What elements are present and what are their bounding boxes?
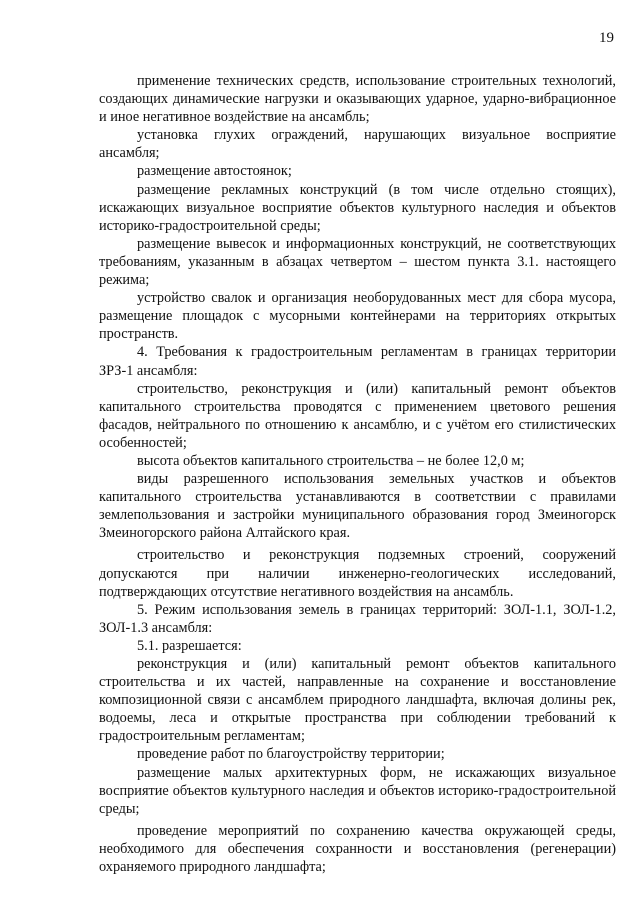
section-heading: 4. Требования к градостроительным регламентам в границах территории ЗРЗ-1 ансамбля:	[99, 344, 616, 379]
paragraph: высота объектов капитального строительства – не более 12,0 м;	[137, 452, 525, 469]
paragraph: размещение автостоянок;	[137, 163, 292, 180]
paragraph: размещение вывесок и информационных конструкций, не соответствующих требованиям, указанным в абзацах четвертом – шестом пункта 3.1. настоящего режима;	[99, 235, 616, 289]
paragraph: устройство свалок и организация необорудованных мест для сбора мусора, размещение площадок с мусорными контейнерами на территориях открытых пространств.	[99, 290, 616, 343]
page-number: 19	[599, 30, 614, 46]
paragraph: установка глухих ограждений, нарушающих визуальное восприятие ансамбля;	[99, 127, 616, 162]
subsection-heading: 5.1. разрешается:	[137, 637, 242, 654]
paragraph: применение технических средств, использование строительных технологий, создающих динамические нагрузки и оказывающих ударное, ударно-вибрационное и иное негативное воздействие на ансамбль;	[99, 73, 616, 126]
paragraph: размещение рекламных конструкций (в том числе отдельно стоящих), искажающих визуальное восприятие объектов культурного наследия и объектов историко-градостроительной среды;	[99, 181, 616, 234]
paragraph: проведение мероприятий по сохранению качества окружающей среды, необходимого для обеспечения сохранности и восстановления (регенерации) охраняемого природного ландшафта;	[99, 822, 616, 876]
paragraph: проведение работ по благоустройству территории;	[137, 746, 445, 763]
paragraph: строительство, реконструкция и (или) капитальный ремонт объектов капитального строительства проводятся с применением цветового решения фасадов, нейтрального по отношению к ансамблю, и с учётом его стилистических особенностей;	[99, 380, 616, 451]
paragraph: реконструкция и (или) капитальный ремонт объектов капитального строительства и их частей, направленные на сохранение и восстановление композиционной связи с ансамблем природного ландшафта, включая долины рек, водоемы, леса и открытые пространства при соблюдении требований к градостроительным регламентам;	[99, 656, 616, 745]
section-heading: 5. Режим использования земель в границах территорий: ЗОЛ-1.1, ЗОЛ-1.2, ЗОЛ-1.3 ансамбля:	[99, 601, 616, 636]
paragraph: строительство и реконструкция подземных строений, сооружений допускаются при наличии инженерно-геологических исследований, подтверждающих отсутствие негативного воздействия на ансамбль.	[99, 547, 616, 600]
document-body	[99, 72, 616, 876]
paragraph: размещение малых архитектурных форм, не искажающих визуальное восприятие объектов культурного наследия и объектов историко-градостроительной среды;	[99, 764, 616, 817]
paragraph: виды разрешенного использования земельных участков и объектов капитального строительства устанавливаются в соответствии с правилами землепользования и застройки муниципального образования город Змеиногорск Змеиногорского района Алтайского края.	[99, 471, 616, 542]
